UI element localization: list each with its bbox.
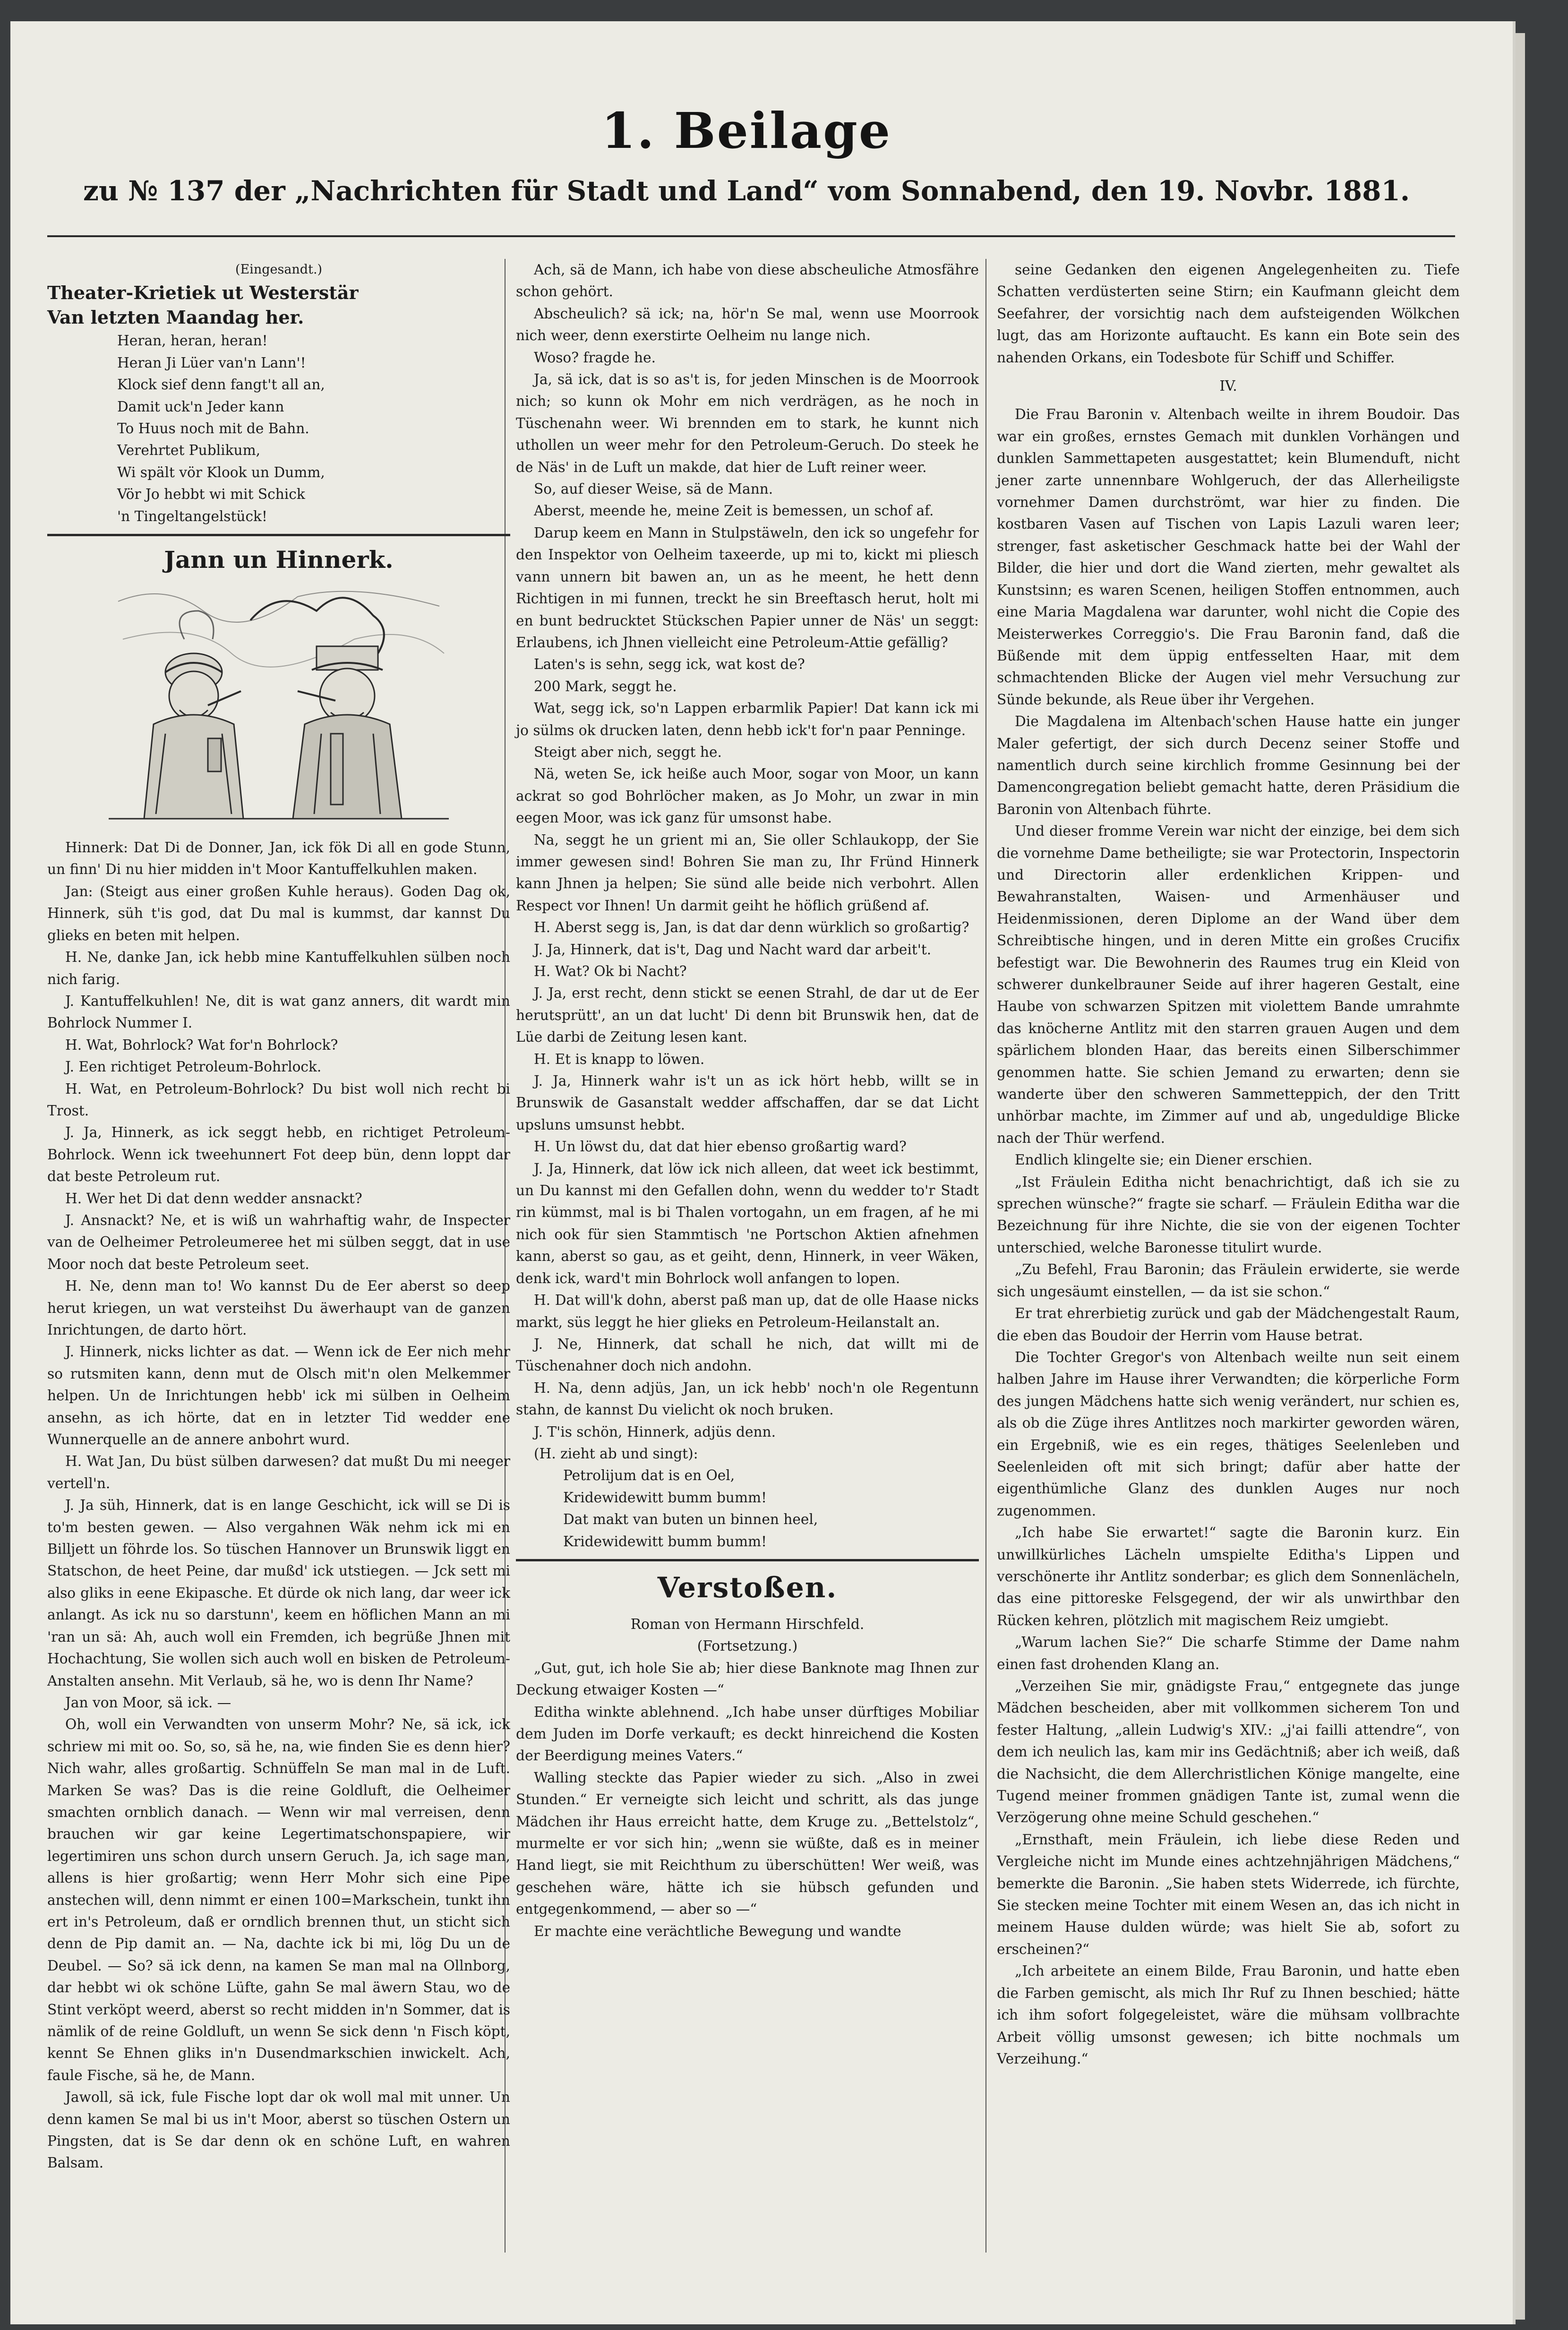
dialogue-text (516, 259, 979, 1465)
paragraph: H. Wat, en Petroleum-Bohrlock? Du bist woll nich recht bi Trost. (47, 1080, 510, 1119)
paragraph: H. Ne, danke Jan, ick hebb mine Kantuffelkuhlen sülben noch nich farig. (47, 949, 510, 987)
verse-line: Heran Ji Lüer van'n Lann'! (117, 354, 306, 371)
verse-line: 'n Tingeltangelstück! (117, 508, 267, 524)
paragraph: H. Un löwst du, dat dat hier ebenso großartig ward? (534, 1139, 907, 1155)
paragraph: H. Wat, Bohrlock? Wat for'n Bohrlock? (65, 1037, 338, 1053)
paragraph: „Zu Befehl, Frau Baronin; das Fräulein erwiderte, sie werde sich ungesäumt einstellen, — da ist sie schon.“ (997, 1261, 1460, 1300)
paragraph: H. Et is knapp to löwen. (534, 1051, 705, 1067)
section-rule (47, 534, 510, 536)
article-headline: Theater-Krietiek ut Westerstär (47, 282, 359, 304)
verse-line: Dat makt van buten un binnen heel, (563, 1511, 818, 1528)
paragraph: H. Wat Jan, Du büst sülben darwesen? dat mußt Du mi neeger vertell'n. (47, 1453, 510, 1491)
paragraph: Wat, segg ick, so'n Lappen erbarmlik Papier! Dat kann ick mi jo sülms ok drucken laten, denn hebb ick't for'n paar Penninge. (516, 700, 979, 738)
column-divider (985, 259, 986, 2253)
paragraph: H. Ne, denn man to! Wo kannst Du de Eer aberst so deep herut kriegen, un wat versteihst Du äwerhaupt van de ganzen Inrichtungen, de darto hört. (47, 1278, 510, 1338)
paragraph: J. Ja, Hinnerk, dat is't, Dag und Nacht ward dar arbeit't. (534, 941, 932, 958)
verse-line: To Huus noch mit de Bahn. (117, 420, 309, 437)
novel-text (997, 403, 1460, 2070)
novel-author-line: Roman von Hermann Hirschfeld. (630, 1616, 865, 1632)
masthead-rule (47, 235, 1455, 237)
verse-block (47, 330, 510, 527)
paragraph: Aberst, meende he, meine Zeit is bemessen, un schof af. (534, 503, 934, 519)
article-subheadline: Van letzten Maandag her. (47, 307, 304, 328)
novel-title: Verstoßen. (657, 1571, 838, 1604)
illustration-two-men-smoking (109, 582, 449, 828)
eingesandt-note: (Eingesandt.) (235, 262, 323, 277)
paragraph: J. Hinnerk, nicks lichter as dat. — Wenn ick de Eer nich mehr so rutsmiten kann, denn mut de Olsch mit'n olen Melkemmer helpen. Un de Inrichtungen hebb' ick mi sülben in Oelheim ansehn, as ich hörte, dat en in letzter Tid wedder ene Wunnerquelle an de annere anbohrt wurd. (47, 1344, 510, 1448)
paragraph: Und dieser fromme Verein war nicht der einzige, bei dem sich die vornehme Dame betheiligte; sie war Protectorin, Inspectorin und Directorin aller erdenklichen Krippen- und Bewahranstalten, Waisen- und Armenhäuser und Heidenmissionen, deren Diplome an der Wand über dem Schreibtische hingen, und in deren Mitte ein großes Crucifix befestigt war. Die Bewohnerin des Raumes trug ein Kleid von schwerer dunkelbrauner Seide auf ihrer hageren Gestalt, eine Haube von schwarzen Spitzen mit violettem Bande umrahmte das knöcherne Antlitz mit den starren grauen Augen und dem spärlichem blonden Haar, das bereits einen Silberschimmer genommen hatte. Sie schien Jemand zu erwarten; denn sie wanderte über den schweren Sammetteppich, der den Tritt unhörbar machte, im Zimmer auf und ab, ungeduldige Blicke nach der Thür werfend. (997, 823, 1460, 1146)
paragraph: J. Ja süh, Hinnerk, dat is en lange Geschicht, ick will se Di is to'm besten gewen. — Also vergahnen Wäk nehm ick mi en Billjett un föhrde los. So tüschen Hannover un Brunswik liggt en Statschon, de heet Peine, dar mußd' ick utstiegen. — Jck sett mi also gliks in eene Ekipasche. Et dürde ok nich lang, dar weer ick anlangt. As ick nu so darstunn', keem en höflichen Mann an mi 'ran un sä: Ah, auch woll ein Fremden, ich begrüße Jhnen mit Hochachtung, Sie wollen sich auch woll en bisken de Petroleum-Anstalten ansehn. Mit Verlaub, sä he, wo is denn Ihr Name? (47, 1497, 510, 1689)
paragraph: Ja, sä ick, dat is so as't is, for jeden Minschen is de Moorrook nich; so kunn ok Mohr em nich verdrägen, as he noch in Tüschenahn weer. Wi brennden em to stark, he kunnt nich uthollen un weer mehr for den Petroleum-Geruch. Do steek he de Näs' in de Luft un makde, dat hier de Luft reiner weer. (516, 371, 979, 475)
paragraph: J. Ja, erst recht, denn stickt se eenen Strahl, de dar ut de Eer herutsprütt', an un dat lucht' Di denn bit Brunswik hen, dat de Lüe darbi de Zeitung lesen kant. (516, 985, 979, 1045)
chapter-number: IV. (1219, 378, 1237, 394)
paragraph: H. Na, denn adjüs, Jan, un ick hebb' noch'n ole Regentunn stahn, de kannst Du vielicht ok noch bruken. (516, 1379, 979, 1418)
section-title: Jann un Hinnerk. (164, 546, 394, 574)
dialogue-text (47, 837, 510, 2174)
verse-line: Wi spält vör Klook un Dumm, (117, 464, 325, 480)
paragraph: „Ich habe Sie erwartet!“ sagte die Baronin kurz. Ein unwillkürliches Lächeln umspielte Editha's Lippen und verschönerte ihr Antlitz sonderbar; es glich dem Sonnenlächeln, das eine pittoreske Felsgegend, der wir als unwirthbar den Rücken kehren, plötzlich mit magischem Reiz umgiebt. (997, 1525, 1460, 1628)
paragraph: Endlich klingelte sie; ein Diener erschien. (1015, 1152, 1312, 1168)
paragraph: J. Ja, Hinnerk, as ick seggt hebb, en richtiget Petroleum-Bohrlock. Wenn ick tweehunnert Fot deep bün, denn loppt dar dat beste Petroleum rut. (47, 1124, 510, 1185)
verse-line: Damit uck'n Jeder kann (117, 398, 284, 415)
paragraph: J. Ansnackt? Ne, et is wiß un wahrhaftig wahr, de Inspecter van de Oelheimer Petroleumeree het mi sülben seggt, dat in use Moor noch dat beste Petroleum seet. (47, 1212, 510, 1272)
paragraph: So, auf dieser Weise, sä de Mann. (534, 481, 773, 497)
paragraph: H. Wat? Ok bi Nacht? (534, 963, 687, 979)
paragraph: H. Aberst segg is, Jan, is dat dar denn würklich so großartig? (534, 919, 969, 936)
verse-line: Kridewidewitt bumm bumm! (563, 1489, 767, 1506)
paragraph: Walling steckte das Papier wieder zu sich. „Also in zwei Stunden.“ Er verneigte sich leicht und schritt, als das junge Mädchen ihr Haus erreicht hatte, dem Kruge zu. „Bettelstolz“, murmelte er vor sich hin; „wenn sie wüßte, daß es in meiner Hand liegt, sie mit Reichthum zu überschütten! Wer weiß, was geschehen wäre, hätte ich sie hübsch gefunden und entgegenkommend, — aber so —“ (516, 1769, 979, 1918)
column-1 (47, 259, 510, 2174)
paragraph: „Ich arbeitete an einem Bilde, Frau Baronin, und hatte eben die Farben gemischt, als mich Ihr Ruf zu Ihnen beschied; hätte ich ihm sofort folgegeleistet, wäre die mühsam vollbrachte Arbeit völlig umsonst gewesen; ich bitte nochmals um Verzeihung.“ (997, 1963, 1460, 2067)
paragraph: J. Ja, Hinnerk wahr is't un as ick hört hebb, willt se in Brunswik de Gasanstalt wedder affschaffen, dar se dat Licht upsluns umsunst hebbt. (516, 1073, 979, 1133)
verse-line: Vör Jo hebbt wi mit Schick (117, 486, 305, 503)
column-3 (997, 259, 1460, 2070)
verse-line: Kridewidewitt bumm bumm! (563, 1533, 767, 1550)
paragraph: „Verzeihen Sie mir, gnädigste Frau,“ entgegnete das junge Mädchen bescheiden, aber mit vollkommen sicherem Ton und fester Haltung, „allein Ludwig's XIV.: „j'ai failli attendre“, von dem ich neulich las, kam mir ins Gedächtniß; aber ich weiß, daß die Nachsicht, die dem Allerchristlichen Könige mangelte, eine Tugend meiner frommen gnädigen Tante ist, zumal wenn die Verzögerung ohne meine Schuld geschehen.“ (997, 1678, 1460, 1826)
paragraph: H. Dat will'k dohn, aberst paß man up, dat de olle Haase nicks markt, süs leggt he hier glieks en Petroleum-Heilanstalt an. (516, 1292, 979, 1330)
paragraph: Abscheulich? sä ick; na, hör'n Se mal, wenn use Moorrook nich weer, denn exerstirte Oelheim nu lange nich. (516, 305, 979, 344)
paragraph: Die Frau Baronin v. Altenbach weilte in ihrem Boudoir. Das war ein großes, ernstes Gemach mit dunklen Vorhängen und dunklen Sammettapeten ausgestattet; kein Blumenduft, nicht jener zarte unnennbare Wohlgeruch, der das Allerheiligste vornehmer Damen durchströmt, war hier zu finden. Die kostbaren Vasen auf Tischen von Lapis Lazuli waren leer; strenger, fast asketischer Geschmack hatte bei der Wahl der Bilder, die hier und dort die Wand zierten, mehr gewaltet als Kunstsinn; es waren Scenen, heiligen Stoffen entnommen, auch eine Maria Magdalena war darunter, wohl nicht die Copie des Meisterwerkes Correggio's. Die Frau Baronin fand, daß die Büßende mit dem üppig entfesselten Haar, mit dem schmachtenden Blicke der Augen viel mehr Versuchung zur Sünde bekunde, als Reue über ihr Vergehen. (997, 406, 1460, 708)
paragraph: „Ist Fräulein Editha nicht benachrichtigt, daß ich sie zu sprechen wünsche?“ fragte sie scharf. — Fräulein Editha war die Bezeichnung für ihre Nichte, die sie von der eigenen Tochter unterschied, welche Baronesse titulirt wurde. (997, 1174, 1460, 1256)
masthead (38, 102, 1455, 207)
paragraph: 200 Mark, seggt he. (534, 678, 677, 694)
novel-text (997, 259, 1460, 368)
paragraph: J. T'is schön, Hinnerk, adjüs denn. (534, 1423, 776, 1440)
paragraph: Er trat ehrerbietig zurück und gab der Mädchengestalt Raum, die eben das Boudoir der Herrin vom Hause betrat. (997, 1305, 1460, 1344)
paragraph: J. Ne, Hinnerk, dat schall he nich, dat willt mi de Tüschenahner doch nich andohn. (516, 1336, 979, 1374)
paragraph: Er machte eine verächtliche Bewegung und wandte (534, 1923, 901, 1939)
paragraph: Woso? fragde he. (534, 349, 656, 366)
paragraph: Nä, weten Se, ick heiße auch Moor, sogar von Moor, un kann ackrat so god Bohrlöcher maken, as Jo Mohr, un zwar in min eegen Moor, was ick ganz für umsonst habe. (516, 766, 979, 826)
novel-text (516, 1657, 979, 1942)
paragraph: Die Tochter Gregor's von Altenbach weilte nun seit einem halben Jahre im Hause ihrer Verwandten; die körperliche Form des jungen Mädchens hatte sich wenig verändert, nur schien es, als ob die Züge ihres Antlitzes noch markirter geworden wären, ein Ergebniß, wie es ein reges, thätiges Seelenleben und Seelenleiden oft mit sich bringt; dafür aber hatte der eigenthümliche Glanz des dunklen Auges nur noch zugenommen. (997, 1349, 1460, 1519)
paragraph: Steigt aber nich, seggt he. (534, 744, 722, 760)
page-title: 1. Beilage (601, 102, 892, 160)
paragraph: „Warum lachen Sie?“ Die scharfe Stimme der Dame nahm einen fast drohenden Klang an. (997, 1634, 1460, 1672)
paragraph: Jan von Moor, sä ick. — (65, 1694, 231, 1711)
novel-continuation: (Fortsetzung.) (697, 1638, 798, 1654)
column-2 (516, 259, 979, 1942)
paragraph: „Ernsthaft, mein Fräulein, ich liebe diese Reden und Vergleiche nicht im Munde eines achtzehnjährigen Mädchens,“ bemerkte die Baronin. „Sie haben stets Widerrede, ich fürchte, Sie stecken meine Tochter mit einem Wesen an, das ich nicht in meinem Hause dulden würde; was hielt Sie ab, sofort zu erscheinen?“ (997, 1831, 1460, 1957)
paragraph: Editha winkte ablehnend. „Ich habe unser dürftiges Mobiliar dem Juden im Dorfe verkauft; es deckt hinreichend die Kosten der Beerdigung meines Vaters.“ (516, 1704, 979, 1764)
paragraph: Jan: (Steigt aus einer großen Kuhle heraus). Goden Dag ok, Hinnerk, süh t'is god, dat Du mal is kummst, dar kannst Du glieks en beten mit helpen. (47, 883, 510, 943)
paragraph: Hinnerk: Dat Di de Donner, Jan, ick fök Di all en gode Stunn, un finn' Di nu hier midden in't Moor Kantuffelkuhlen maken. (47, 839, 510, 878)
paragraph: J. Kantuffelkuhlen! Ne, dit is wat ganz anners, dit wardt min Bohrlock Nummer I. (47, 993, 510, 1031)
paragraph: (H. zieht ab und singt): (534, 1445, 698, 1462)
paragraph: Jawoll, sä ick, fule Fische lopt dar ok woll mal mit unner. Un denn kamen Se mal bi us in't Moor, aberst so tüschen Ostern un Pingsten, dat is Se dar denn ok en schöne Luft, en wahren Balsam. (47, 2089, 510, 2171)
paragraph: Ach, sä de Mann, ich habe von diese abscheuliche Atmosfähre schon gehört. (516, 262, 979, 300)
verse-line: Heran, heran, heran! (117, 333, 268, 349)
paragraph: Die Magdalena im Altenbach'schen Hause hatte ein junger Maler gefertigt, der sich durch Decenz seiner Stoffe und namentlich durch seine kirchlich fromme Gesinnung bei der Damencongregation beliebt gemacht hatte, deren Präsidium die Baronin von Altenbach führte. (997, 713, 1460, 817)
paragraph: „Gut, gut, ich hole Sie ab; hier diese Banknote mag Ihnen zur Deckung etwaiger Kosten —“ (516, 1660, 979, 1698)
verse-line: Klock sief denn fangt't all an, (117, 377, 325, 393)
paragraph: Na, seggt he un grient mi an, Sie oller Schlaukopp, der Sie immer gewesen sind! Bohren Sie man zu, Ihr Fründ Hinnerk kann Jhnen ja helpen; Sie sünd alle beide nich verbohrt. Allen Respect vor Ihnen! Un darmit geiht he höflich grüßend af. (516, 831, 979, 914)
page-subtitle: zu № 137 der „Nachrichten für Stadt und Land“ vom Sonnabend, den 19. Novbr. 1881. (83, 175, 1410, 207)
paragraph: H. Wer het Di dat denn wedder ansnackt? (65, 1190, 362, 1207)
verse-line: Petrolijum dat is en Oel, (563, 1467, 735, 1484)
verse-line: Verehrtet Publikum, (117, 442, 261, 459)
paragraph: Darup keem en Mann in Stulpstäweln, den ick so ungefehr for den Inspektor von Oelheim taxeerde, up mi to, kickt mi pliesch vann unnern bit bawen an, un as he meent, he hett denn Richtigen in mi funnen, treckt he sin Breeftasch herut, holt mi en bunt bedrucktet Stückschen Papier unner de Näs' un seggt: Erlaubens, ich Jhnen vielleicht eine Petroleum-Attie gefällig? (516, 524, 979, 651)
song-verse-block (516, 1465, 979, 1552)
paragraph: Laten's is sehn, segg ick, wat kost de? (534, 656, 805, 673)
paragraph: Oh, woll ein Verwandten von unserm Mohr? Ne, sä ick, ick schriew mi mit oo. So, so, sä he, na, wie finden Sie es denn hier? Nich wahr, alles großartig. Schnüffeln Se man mal in de Luft. Marken Se was? Das is die reine Goldluft, die Oelheimer smachten ornblich danach. — Wenn wir mal verreisen, denn brauchen wir gar keine Legertimatschonspapiere, wir legertimiren uns schon durch unsern Geruch. Ja, ich sage man, allens is hier großartig; wenn Herr Mohr sich eine Pipe anstechen will, denn nimmt er einen 100=Markschein, tunkt ihn ert in's Petroleum, daß er orndlich brennen thut, un sticht sich denn de Pip damit an. — Na, dachte ick bi mi, lög Du un de Deubel. — So? sä ick denn, na kamen Se man mal na Ollnborg, dar hebbt wi ok schöne Lüfte, gahn Se mal äwern Stau, wo de Stint verköpt weerd, aberst so recht midden in'n Sommer, dat is nämlik of de reine Goldluft, un wenn Se sick denn 'n Fisch köpt, kennt Se Ehnen gliks in'n Dusendmarkschien inwickelt. Ach, faule Fische, sä he, de Mann. (47, 1716, 510, 2083)
paragraph: seine Gedanken den eigenen Angelegenheiten zu. Tiefe Schatten verdüsterten seine Stirn; ein Kaufmann gleicht dem Seefahrer, der vorsichtig nach dem aufsteigenden Wölkchen lugt, das am Horizonte auftaucht. Es kann ein Bote sein des nahenden Orkans, ein Todesbote für Schiff und Schiffer. (997, 262, 1460, 366)
paragraph: J. Een richtiget Petroleum-Bohrlock. (65, 1059, 322, 1075)
paragraph: J. Ja, Hinnerk, dat löw ick nich alleen, dat weet ick bestimmt, un Du kannst mi den Gefallen dohn, wenn du wedder to'r Stadt rin kümmst, mal is bi Thalen vortogahn, un em fragen, af he mi nich ook für sien Stammtisch 'ne Portschon Aktien afnehmen kann, aberst so gau, as et geiht, denn, Hinnerk, in veer Wäken, denk ick, ward't min Bohrlock woll anfangen to lopen. (516, 1160, 979, 1286)
section-rule (516, 1559, 979, 1561)
